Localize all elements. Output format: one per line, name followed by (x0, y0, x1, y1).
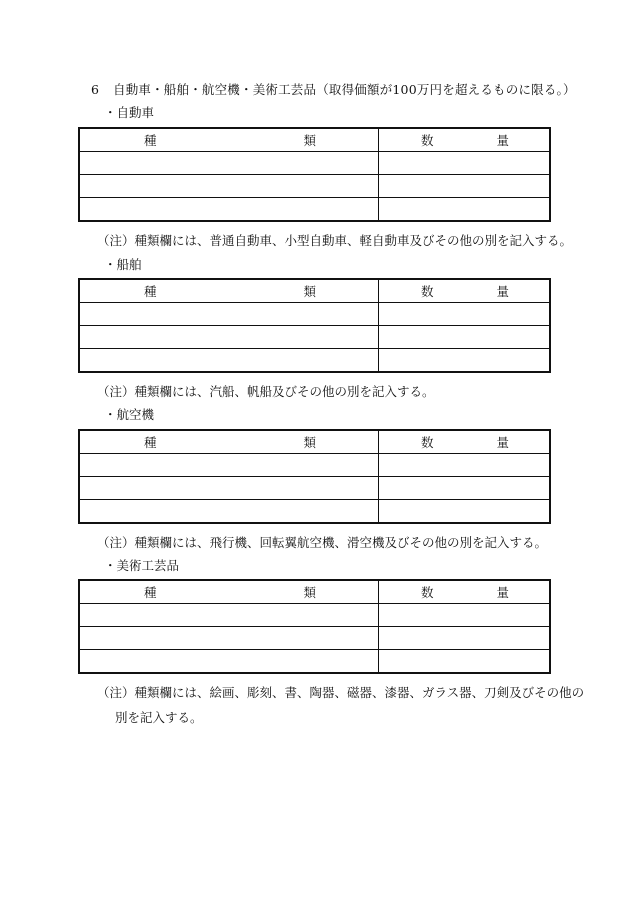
table-aircraft (78, 429, 551, 524)
qty-cell[interactable] (379, 152, 551, 175)
section-number: 6 (91, 82, 100, 97)
table-row (79, 604, 550, 627)
group-label-automobile: ・自動車 (104, 105, 155, 120)
table-header-row (79, 430, 550, 454)
qty-cell[interactable] (379, 326, 551, 349)
table-artworks (78, 579, 551, 674)
kind-cell[interactable] (79, 500, 379, 524)
kind-cell[interactable] (79, 175, 379, 198)
kind-cell[interactable] (79, 650, 379, 674)
qty-cell[interactable] (379, 198, 551, 222)
note-automobile (97, 228, 572, 253)
kind-cell[interactable] (79, 604, 379, 627)
header-qty-char-2: 量 (496, 284, 509, 299)
table-row (79, 454, 550, 477)
header-qty-char-1: 数 (421, 284, 434, 299)
kind-cell[interactable] (79, 152, 379, 175)
table-row (79, 198, 550, 222)
header-qty-char-1: 数 (421, 133, 434, 148)
note-line: （注）種類欄には、絵画、彫刻、書、陶器、磁器、漆器、ガラス器、刀剣及びその他の (97, 685, 585, 700)
group-label-aircraft: ・航空機 (104, 407, 155, 422)
qty-cell[interactable] (379, 604, 551, 627)
header-kind-char-2: 類 (303, 585, 316, 600)
header-kind-char-1: 種 (144, 284, 157, 299)
qty-cell[interactable] (379, 349, 551, 373)
header-kind-char-1: 種 (144, 133, 157, 148)
qty-cell[interactable] (379, 500, 551, 524)
table-row (79, 152, 550, 175)
header-kind-char-1: 種 (144, 585, 157, 600)
section-heading (91, 80, 576, 98)
table-row (79, 349, 550, 373)
table-header-row (79, 279, 550, 303)
header-qty-char-1: 数 (421, 585, 434, 600)
note-ship (97, 379, 435, 404)
table-ship (78, 278, 551, 373)
table-row (79, 627, 550, 650)
kind-cell[interactable] (79, 349, 379, 373)
header-kind-char-2: 類 (303, 133, 316, 148)
qty-cell[interactable] (379, 303, 551, 326)
table-row (79, 175, 550, 198)
group-label-artworks: ・美術工芸品 (104, 558, 180, 573)
note-line: （注）種類欄には、普通自動車、小型自動車、軽自動車及びその他の別を記入する。 (97, 233, 573, 248)
header-kind-char-2: 類 (303, 435, 316, 450)
table-row (79, 500, 550, 524)
qty-cell[interactable] (379, 477, 551, 500)
qty-cell[interactable] (379, 454, 551, 477)
table-row (79, 477, 550, 500)
header-kind-char-2: 類 (303, 284, 316, 299)
group-label-ship: ・船舶 (104, 257, 142, 272)
qty-cell[interactable] (379, 175, 551, 198)
kind-cell[interactable] (79, 477, 379, 500)
table-header-row (79, 580, 550, 604)
note-line: （注）種類欄には、汽船、帆船及びその他の別を記入する。 (97, 384, 435, 399)
table-header-row (79, 128, 550, 152)
kind-cell[interactable] (79, 326, 379, 349)
qty-cell[interactable] (379, 650, 551, 674)
header-qty-char-2: 量 (496, 435, 509, 450)
kind-cell[interactable] (79, 454, 379, 477)
header-kind-char-1: 種 (144, 435, 157, 450)
table-row (79, 303, 550, 326)
table-row (79, 326, 550, 349)
header-qty-char-1: 数 (421, 435, 434, 450)
section-title: 自動車・船舶・航空機・美術工芸品（取得価額が100万円を超えるものに限る。） (113, 82, 576, 97)
table-automobile (78, 127, 551, 222)
kind-cell[interactable] (79, 303, 379, 326)
kind-cell[interactable] (79, 627, 379, 650)
note-aircraft (97, 530, 547, 555)
header-qty-char-2: 量 (496, 585, 509, 600)
note-line-continued: 別を記入する。 (115, 710, 203, 725)
header-qty-char-2: 量 (496, 133, 509, 148)
table-row (79, 650, 550, 674)
note-line: （注）種類欄には、飛行機、回転翼航空機、滑空機及びその他の別を記入する。 (97, 535, 548, 550)
kind-cell[interactable] (79, 198, 379, 222)
note-artworks (97, 680, 584, 730)
qty-cell[interactable] (379, 627, 551, 650)
